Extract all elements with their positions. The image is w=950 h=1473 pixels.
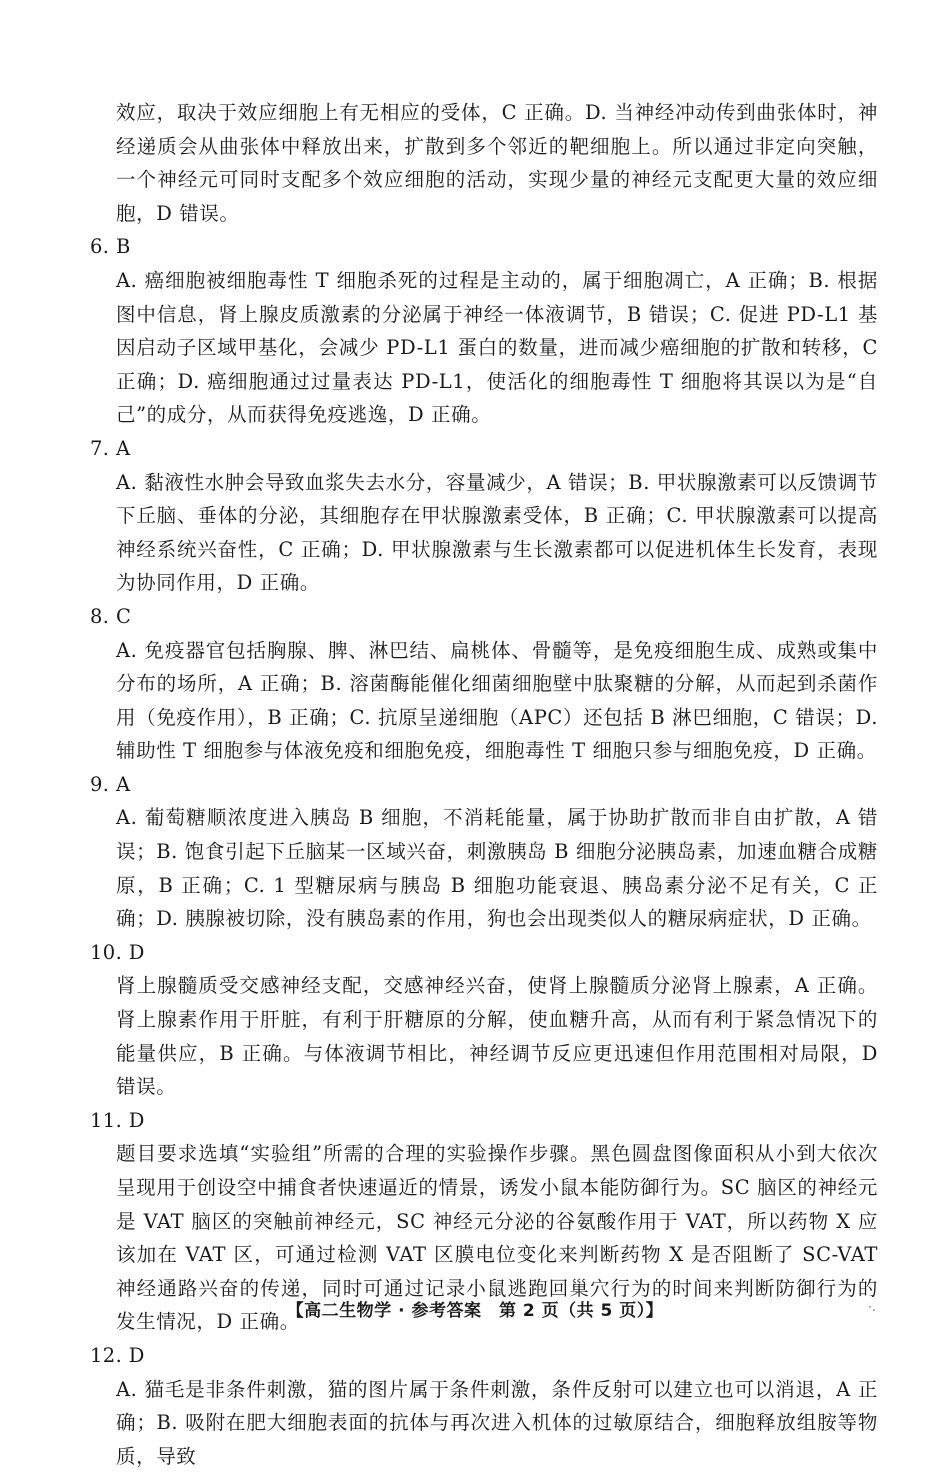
answer-explanation: A. 免疫器官包括胸腺、脾、淋巴结、扁桃体、骨髓等，是免疫细胞生成、成熟或集中分布的场所，A 正确；B. 溶菌酶能催化细菌细胞壁中肽聚糖的分解，从而起到杀菌作用（免疫作用），B 正确；C. 抗原呈递细胞（APC）还包括 B 淋巴细胞，C 错误；D. 辅助性 T 细胞参与体液免疫和细胞免疫，细胞毒性 T 细胞只参与细胞免疫，D 正确。 [116, 638, 878, 763]
answer-9 [90, 768, 878, 936]
answer-explanation: A. 癌细胞被细胞毒性 T 细胞杀死的过程是主动的，属于细胞凋亡，A 正确；B. 根据图中信息，肾上腺皮质激素的分泌属于神经一体液调节，B 错误；C. 促进 PD-L1 基因启动子区域甲基化，会减少 PD-L1 蛋白的数量，进而减少癌细胞的扩散和转移，C 正确；D. 癌细胞通过过量表达 PD-L1，使活化的细胞毒性 T 细胞将其误以为是“自己”的成分，从而获得免疫逃逸，D 正确。 [116, 268, 878, 427]
answer-explanation: A. 猫毛是非条件刺激，猫的图片属于条件刺激，条件反射可以建立也可以消退，A 正确；B. 吸附在肥大细胞表面的抗体与再次进入机体的过敏原结合，细胞释放组胺等物质，导致 [116, 1377, 878, 1468]
answer-number: 11. D [90, 1108, 145, 1132]
answer-6 [90, 230, 878, 432]
answer-explanation: A. 葡萄糖顺浓度进入胰岛 B 细胞，不消耗能量，属于协助扩散而非自由扩散，A 错误；B. 饱食引起下丘脑某一区域兴奋，刺激胰岛 B 细胞分泌胰岛素，加速血糖合成糖原，B 正确；C. 1 型糖尿病与胰岛 B 细胞功能衰退、胰岛素分泌不足有关，C 正确；D. 胰腺被切除，没有胰岛素的作用，狗也会出现类似人的糖尿病症状，D 正确。 [116, 806, 878, 931]
page-footer: 【高二生物学 · 参考答案 第 2 页（共 5 页）】 [286, 1301, 664, 1321]
answer-10 [90, 936, 878, 1104]
answer-number: 10. D [90, 940, 145, 964]
answer-7 [90, 432, 878, 600]
answer-number: 8. C [90, 604, 132, 628]
answer-number: 9. A [90, 772, 131, 796]
answer-number: 12. D [90, 1343, 145, 1367]
continuation-paragraph: 效应，取决于效应细胞上有无相应的受体，C 正确。D. 当神经冲动传到曲张体时，神经递质会从曲张体中释放出来，扩散到多个邻近的靶细胞上。所以通过非定向突触，一个神经元可同时支配多个效应细胞的活动，实现少量的神经元支配更大量的效应细胞，D 错误。 [116, 101, 878, 225]
answer-explanation: 肾上腺髓质受交感神经支配，交感神经兴奋，使肾上腺髓质分泌肾上腺素，A 正确。肾上腺素作用于肝脏，有利于肝糖原的分解，使血糖升高，从而有利于紧急情况下的能量供应，B 正确。与体液调节相比，神经调节反应更迅速但作用范围相对局限，D 错误。 [116, 974, 878, 1099]
answer-explanation: A. 黏液性水肿会导致血浆失去水分，容量减少，A 错误；B. 甲状腺激素可以反馈调节下丘脑、垂体的分泌，其细胞存在甲状腺激素受体，B 正确；C. 甲状腺激素可以提高神经系统兴奋性，C 正确；D. 甲状腺激素与生长激素都可以促进机体生长发育，表现为协同作用，D 正确。 [116, 470, 878, 595]
answer-number: 6. B [90, 235, 131, 259]
answer-12 [90, 1339, 878, 1473]
answer-explanation: 题目要求选填“实验组”所需的合理的实验操作步骤。黑色圆盘图像面积从小到大依次呈现用于创设空中捕食者快速逼近的情景，诱发小鼠本能防御行为。SC 脑区的神经元是 VAT 脑区的突触前神经元，SC 神经元分泌的谷氨酸作用于 VAT，所以药物 X 应该加在 VAT 区，可通过检测 VAT 区膜电位变化来判断药物 X 是否阻断了 SC-VAT 神经通路兴奋的传递，同时可通过记录小鼠逃跑回巢穴行为的时间来判断防御行为的发生情况，D 正确。 [116, 1142, 878, 1334]
corner-mark: ·. [868, 1300, 876, 1314]
answer-number: 7. A [90, 436, 131, 460]
answer-8 [90, 600, 878, 768]
